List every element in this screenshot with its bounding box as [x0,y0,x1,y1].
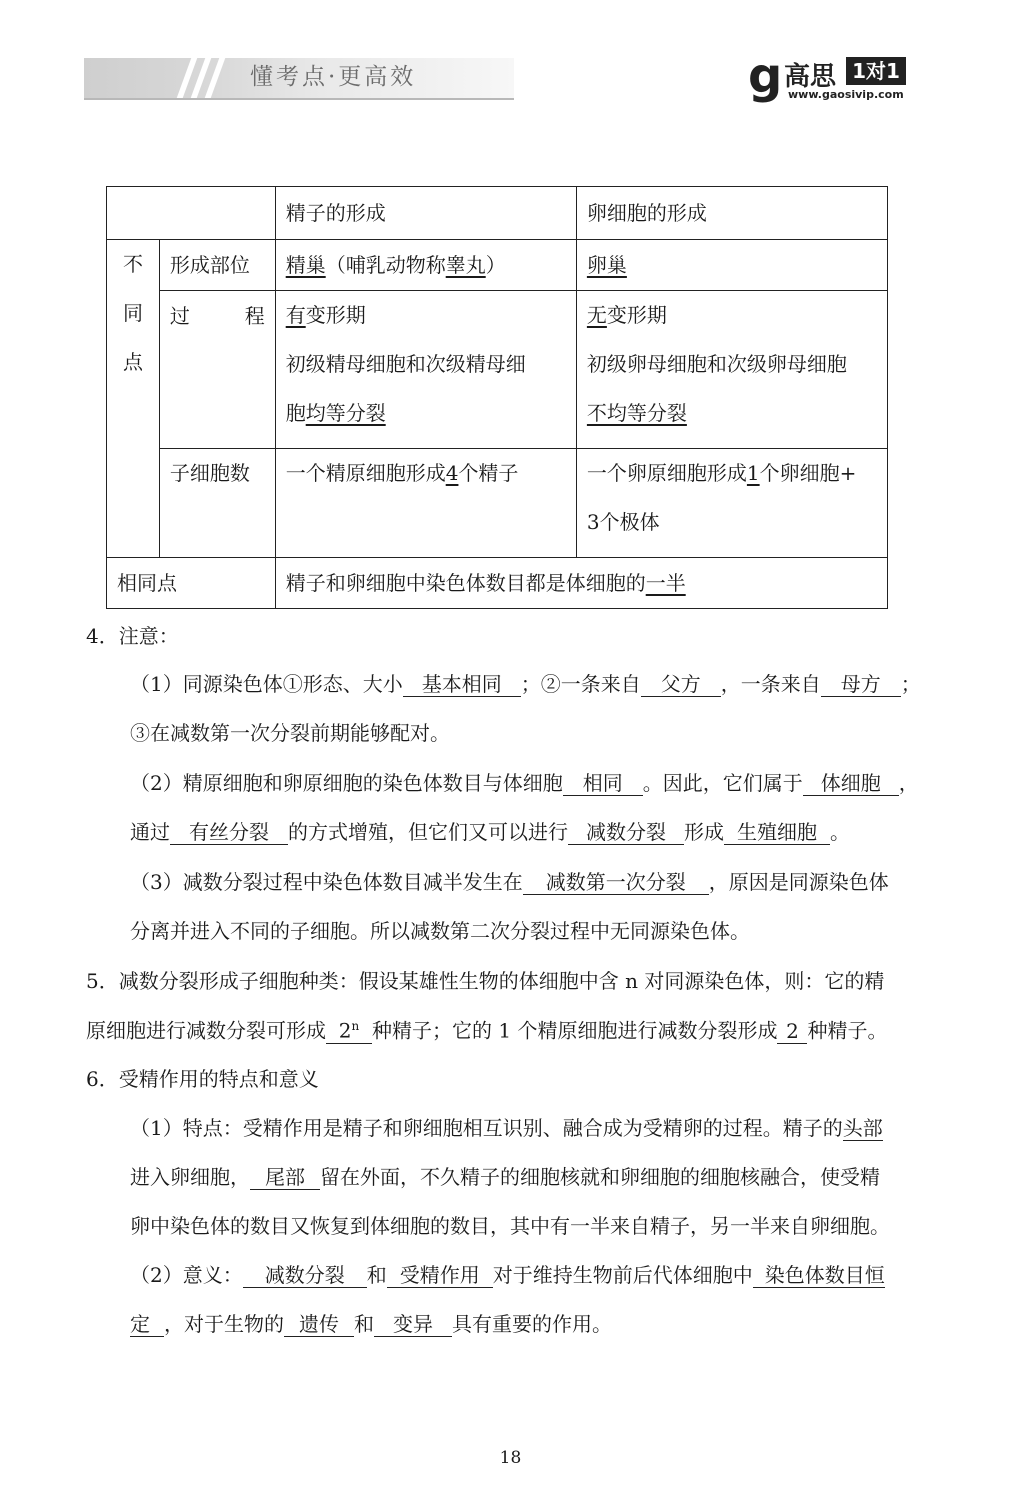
feature-line-1: （1）特点：受精作用是精子和卵细胞相互识别、融合成为受精卵的过程。精子的头部 [130,1116,883,1140]
blank-answer: 2$^n$ [326,1014,372,1044]
table-cell-same: 精子和卵细胞中染色体数目都是体细胞的一半 [275,558,887,609]
gaosi-logo [748,48,918,104]
blank-answer: 变异 [374,1312,452,1337]
section-4-title: 4．注意： [86,624,179,648]
blank-answer: 体细胞 [803,771,899,796]
table-header-row [107,187,888,240]
blank-answer: 受精作用 [387,1263,493,1288]
blank-answer: 减数第一次分裂 [523,870,709,895]
page-number: 18 [499,1448,522,1468]
meaning-line-2: 定 ，对于生物的 遗传 和 变异 具有重要的作用。 [130,1312,612,1336]
table-label-count: 子细胞数 [159,449,275,558]
table-row-count [107,449,888,558]
logo-name: 高思 [784,62,837,92]
note-3-line-2: 分离并进入不同的子细胞。所以减数第二次分裂过程中无同源染色体。 [130,919,750,943]
logo-badge: 1对1 [846,57,906,85]
blank-answer: 尾部 [250,1165,320,1190]
table-cell-count-sperm: 一个精原细胞形成4个精子 [275,449,576,558]
blank-answer: 2 [777,1019,807,1044]
logo-mark: g [748,48,783,104]
section-5-line-1: 5．减数分裂形成子细胞种类：假设某雄性生物的体细胞中含 n 对同源染色体，则：它的精 [86,969,885,993]
note-1-line-1: （1）同源染色体①形态、大小 基本相同 ；②一条来自 父方 ，一条来自 母方 ； [130,672,921,696]
feature-line-2: 进入卵细胞， 尾部 留在外面，不久精子的细胞核就和卵细胞的细胞核融合，使受精 [130,1165,880,1189]
table-cell-site-sperm: 精巢（哺乳动物称睾丸） [275,240,576,291]
logo-url: www.gaosivip.com [788,88,904,101]
comparison-table [106,186,888,609]
table-label-process: 过 程 [159,291,275,449]
blank-answer: 相同 [563,771,643,796]
section-5-line-2: 原细胞进行减数分裂可形成 2$^n$ 种精子；它的 1 个精原细胞进行减数分裂形成 2 种精子。 [86,1014,887,1044]
table-row-same [107,558,888,609]
header-rule [84,98,514,100]
note-2-line-2: 通过 有丝分裂 的方式增殖，但它们又可以进行 减数分裂 形成 生殖细胞 。 [130,820,850,844]
table-corner-cell [107,187,276,240]
table-header-sperm: 精子的形成 [275,187,576,240]
blank-answer: 染色体数目恒 [753,1263,885,1288]
section-6-title: 6．受精作用的特点和意义 [86,1067,319,1091]
table-cell-site-egg: 卵巢 [576,240,887,291]
blank-answer: 基本相同 [403,672,521,697]
note-3-line-1: （3）减数分裂过程中染色体数目减半发生在 减数第一次分裂 ，原因是同源染色体 [130,870,889,894]
blank-answer: 定 [130,1312,164,1337]
table-group-label: 不 同 点 [107,240,160,558]
feature-line-3: 卵中染色体的数目又恢复到体细胞的数目，其中有一半来自精子，另一半来自卵细胞。 [130,1214,890,1238]
blank-answer: 父方 [641,672,721,697]
blank-answer: 头部 [842,1116,883,1140]
table-label-site: 形成部位 [159,240,275,291]
table-row-site [107,240,888,291]
blank-answer: 遗传 [284,1312,354,1337]
table-header-egg: 卵细胞的形成 [576,187,887,240]
blank-answer: 减数分裂 [243,1263,367,1288]
header-slogan: 懂考点·更高效 [250,64,417,90]
table-cell-process-egg: 无变形期 初级卵母细胞和次级卵母细胞 不均等分裂 [576,291,887,449]
blank-answer: 母方 [821,672,901,697]
blank-answer: 有丝分裂 [170,820,288,845]
meaning-line-1: （2）意义： 减数分裂 和 受精作用 对于维持生物前后代体细胞中 染色体数目恒 [130,1263,885,1287]
note-2-line-1: （2）精原细胞和卵原细胞的染色体数目与体细胞 相同 。因此，它们属于 体细胞 ， [130,771,919,795]
blank-answer: 减数分裂 [568,820,684,845]
page-header [0,0,1021,110]
note-1-line-2: ③在减数第一次分裂前期能够配对。 [130,721,450,745]
table-cell-process-sperm: 有变形期 初级精母细胞和次级精母细 胞均等分裂 [275,291,576,449]
blank-answer: 生殖细胞 [724,820,830,845]
table-cell-count-egg: 一个卵原细胞形成1个卵细胞+ 3个极体 [576,449,887,558]
table-row-process [107,291,888,449]
table-label-same: 相同点 [107,558,276,609]
header-stripes [178,58,238,98]
